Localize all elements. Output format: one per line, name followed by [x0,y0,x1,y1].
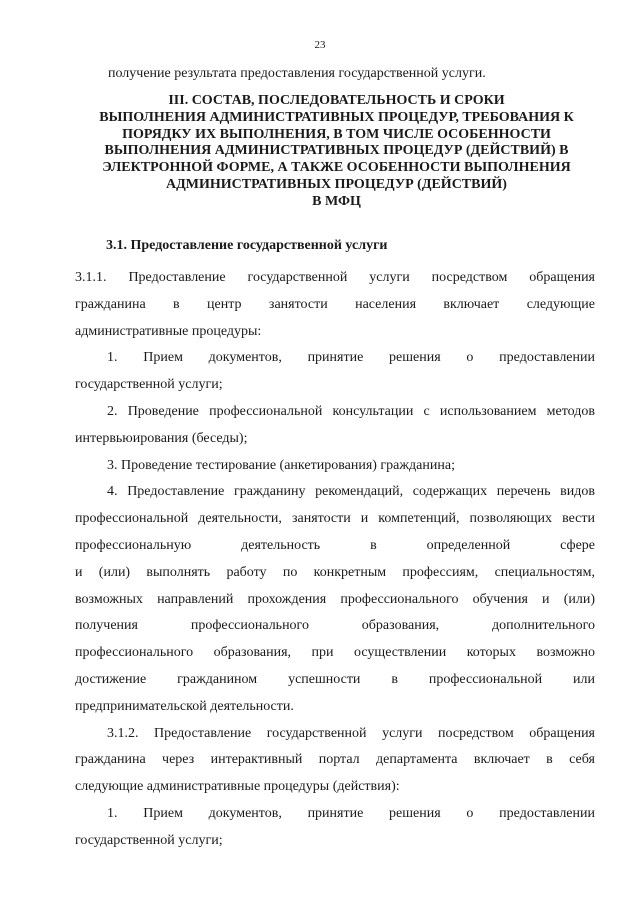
section-heading-line: АДМИНИСТРАТИВНЫХ ПРОЦЕДУР (ДЕЙСТВИЙ) [166,176,507,192]
text-line: интервьюирования (беседы); [75,430,248,446]
paragraph-3-1-2 [75,721,595,801]
text-line: административные процедуры: [75,323,262,339]
list-item-3 [75,453,595,480]
section-heading-line: В МФЦ [312,193,361,209]
text-line: 4. Предоставление гражданину рекомендаций, содержащих перечень видов [107,484,595,500]
text-line: 3.1.1. Предоставление государственной услуги посредством обращения [75,270,595,285]
section-heading-line: ВЫПОЛНЕНИЯ АДМИНИСТРАТИВНЫХ ПРОЦЕДУР (ДЕЙСТВИЙ) В [104,143,569,159]
text-line: достижение гражданином успешности в профессиональной или [75,671,595,687]
text-line: 3.1.2. Предоставление государственной услуги посредством обращения [107,725,595,741]
text-line: получения профессионального образования, дополнительного [75,618,595,634]
section-heading-line: III. СОСТАВ, ПОСЛЕДОВАТЕЛЬНОСТЬ И СРОКИ [168,93,505,108]
text-line: 2. Проведение профессиональной консультации с использованием методов [107,403,595,419]
section-heading [74,93,599,211]
text-line: профессиональную деятельность в определенной сфере [75,537,595,553]
text-line: государственной услуги; [75,832,223,848]
text-line: и (или) выполнять работу по конкретным профессиям, специальностям, [75,564,595,580]
section-heading-line: ЭЛЕКТРОННОЙ ФОРМЕ, А ТАКЖЕ ОСОБЕННОСТИ ВЫПОЛНЕНИЯ [102,160,571,176]
section-heading-line: ПОРЯДКУ ИХ ВЫПОЛНЕНИЯ, В ТОМ ЧИСЛЕ ОСОБЕННОСТИ [122,126,551,142]
text-line: следующие административные процедуры (действия): [75,779,400,795]
text-line: 1. Прием документов, принятие решения о предоставлении [107,805,595,821]
text-line: 3. Проведение тестирование (анкетирования) гражданина; [107,457,455,473]
body-text [75,265,595,855]
text-line: предпринимательской деятельности. [75,698,294,714]
list-item-1-portal [75,801,595,855]
text-line: профессиональной деятельности, занятости и компетенций, позволяющих вести [75,511,595,527]
text-line: государственной услуги; [75,377,223,393]
list-item-2 [75,399,595,453]
list-item-4 [75,479,595,720]
text-line: возможных направлений прохождения профессионального обучения и (или) [75,591,595,607]
page-number: 23 [314,39,326,51]
text-line: 1. Прием документов, принятие решения о предоставлении [107,350,595,366]
text-line: профессионального образования, при осуществлении которых возможно [75,645,595,661]
list-item-1 [75,345,595,399]
section-heading-line: ВЫПОЛНЕНИЯ АДМИНИСТРАТИВНЫХ ПРОЦЕДУР, ТРЕБОВАНИЯ К [99,109,574,125]
continued-text-line: получение результата предоставления государственной услуги. [108,66,486,81]
text-line: гражданина через интерактивный портал департамента включает в себя [75,752,595,768]
subsection-heading: 3.1. Предоставление государственной услуги [106,238,388,253]
paragraph-3-1-1 [75,265,595,345]
text-line: гражданина в центр занятости населения включает следующие [75,296,595,312]
